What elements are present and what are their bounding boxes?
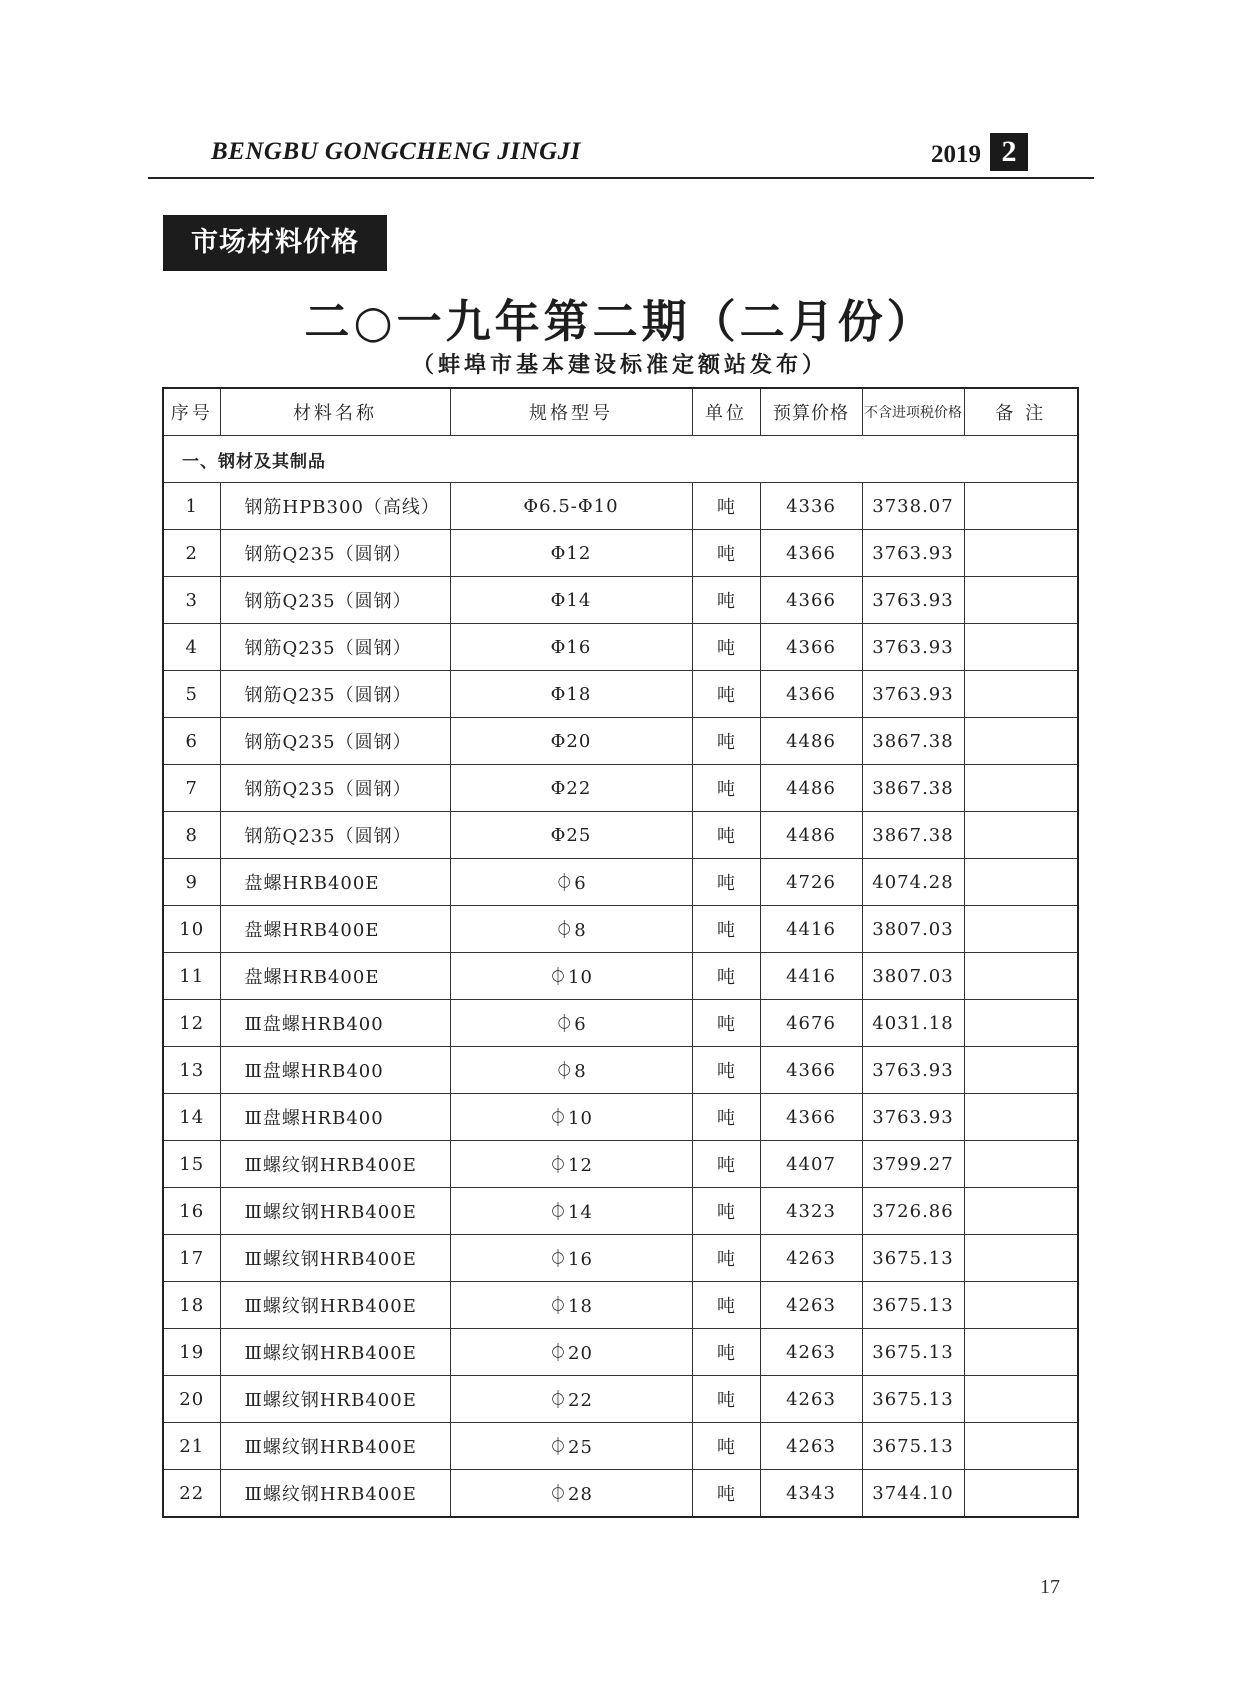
cell-remark bbox=[964, 1423, 1078, 1470]
cell-spec: Φ18 bbox=[450, 671, 692, 718]
section-label: 一、钢材及其制品 bbox=[163, 436, 1078, 483]
cell-spec: ⏀16 bbox=[450, 1235, 692, 1282]
cell-budget-price: 4416 bbox=[760, 906, 862, 953]
cell-material-name: 钢筋Q235（圆钢） bbox=[220, 577, 450, 624]
cell-remark bbox=[964, 859, 1078, 906]
cell-seq: 12 bbox=[163, 1000, 220, 1047]
cell-budget-price: 4676 bbox=[760, 1000, 862, 1047]
cell-spec: ⏀18 bbox=[450, 1282, 692, 1329]
cell-unit: 吨 bbox=[692, 483, 760, 530]
table-row bbox=[163, 530, 1078, 577]
cell-material-name: Ⅲ螺纹钢HRB400E bbox=[220, 1423, 450, 1470]
cell-pretax-price: 4074.28 bbox=[862, 859, 964, 906]
cell-pretax-price: 3763.93 bbox=[862, 1094, 964, 1141]
page-number: 17 bbox=[1040, 1576, 1060, 1598]
cell-budget-price: 4366 bbox=[760, 577, 862, 624]
cell-spec: ⏀10 bbox=[450, 953, 692, 1000]
cell-spec: Φ12 bbox=[450, 530, 692, 577]
table-row bbox=[163, 577, 1078, 624]
cell-budget-price: 4323 bbox=[760, 1188, 862, 1235]
cell-seq: 16 bbox=[163, 1188, 220, 1235]
table-row bbox=[163, 1376, 1078, 1423]
cell-remark bbox=[964, 671, 1078, 718]
cell-seq: 10 bbox=[163, 906, 220, 953]
cell-unit: 吨 bbox=[692, 530, 760, 577]
cell-seq: 13 bbox=[163, 1047, 220, 1094]
cell-pretax-price: 3807.03 bbox=[862, 953, 964, 1000]
cell-pretax-price: 3675.13 bbox=[862, 1329, 964, 1376]
cell-remark bbox=[964, 1470, 1078, 1518]
cell-spec: ⏀8 bbox=[450, 1047, 692, 1094]
cell-budget-price: 4366 bbox=[760, 1047, 862, 1094]
cell-pretax-price: 3867.38 bbox=[862, 812, 964, 859]
cell-spec: ⏀28 bbox=[450, 1470, 692, 1518]
issue-year: 2019 bbox=[931, 141, 981, 168]
cell-remark bbox=[964, 1047, 1078, 1094]
cell-spec: ⏀25 bbox=[450, 1423, 692, 1470]
cell-material-name: Ⅲ盘螺HRB400 bbox=[220, 1047, 450, 1094]
cell-seq: 11 bbox=[163, 953, 220, 1000]
cell-unit: 吨 bbox=[692, 577, 760, 624]
cell-material-name: Ⅲ螺纹钢HRB400E bbox=[220, 1141, 450, 1188]
cell-seq: 17 bbox=[163, 1235, 220, 1282]
cell-material-name: Ⅲ螺纹钢HRB400E bbox=[220, 1376, 450, 1423]
cell-unit: 吨 bbox=[692, 812, 760, 859]
cell-unit: 吨 bbox=[692, 718, 760, 765]
cell-unit: 吨 bbox=[692, 765, 760, 812]
cell-budget-price: 4263 bbox=[760, 1329, 862, 1376]
table-row bbox=[163, 1000, 1078, 1047]
cell-spec: ⏀20 bbox=[450, 1329, 692, 1376]
cell-unit: 吨 bbox=[692, 1141, 760, 1188]
cell-seq: 14 bbox=[163, 1094, 220, 1141]
table-row bbox=[163, 1094, 1078, 1141]
table-row bbox=[163, 1235, 1078, 1282]
cell-remark bbox=[964, 1235, 1078, 1282]
cell-remark bbox=[964, 718, 1078, 765]
cell-budget-price: 4336 bbox=[760, 483, 862, 530]
header-divider bbox=[148, 177, 1094, 179]
header-spec: 规格型号 bbox=[450, 388, 692, 436]
cell-spec: Φ25 bbox=[450, 812, 692, 859]
cell-budget-price: 4407 bbox=[760, 1141, 862, 1188]
cell-remark bbox=[964, 906, 1078, 953]
cell-material-name: Ⅲ螺纹钢HRB400E bbox=[220, 1235, 450, 1282]
cell-seq: 15 bbox=[163, 1141, 220, 1188]
cell-seq: 1 bbox=[163, 483, 220, 530]
header-pretax-price: 不含进项税价格 bbox=[862, 388, 964, 436]
cell-unit: 吨 bbox=[692, 953, 760, 1000]
table-row bbox=[163, 765, 1078, 812]
cell-spec: Φ22 bbox=[450, 765, 692, 812]
cell-budget-price: 4366 bbox=[760, 1094, 862, 1141]
issue-number-badge: 2 bbox=[990, 133, 1028, 171]
cell-pretax-price: 3675.13 bbox=[862, 1235, 964, 1282]
cell-budget-price: 4263 bbox=[760, 1376, 862, 1423]
table-row bbox=[163, 1423, 1078, 1470]
cell-pretax-price: 3675.13 bbox=[862, 1376, 964, 1423]
section-row bbox=[163, 436, 1078, 483]
cell-budget-price: 4366 bbox=[760, 671, 862, 718]
cell-remark bbox=[964, 1094, 1078, 1141]
cell-pretax-price: 3675.13 bbox=[862, 1423, 964, 1470]
cell-material-name: 钢筋Q235（圆钢） bbox=[220, 718, 450, 765]
table-row bbox=[163, 1470, 1078, 1518]
table-row bbox=[163, 1047, 1078, 1094]
cell-budget-price: 4343 bbox=[760, 1470, 862, 1518]
table-row bbox=[163, 1141, 1078, 1188]
cell-spec: ⏀8 bbox=[450, 906, 692, 953]
cell-material-name: Ⅲ螺纹钢HRB400E bbox=[220, 1329, 450, 1376]
cell-remark bbox=[964, 530, 1078, 577]
cell-unit: 吨 bbox=[692, 906, 760, 953]
cell-budget-price: 4726 bbox=[760, 859, 862, 906]
table-row bbox=[163, 812, 1078, 859]
cell-material-name: 盘螺HRB400E bbox=[220, 859, 450, 906]
cell-seq: 7 bbox=[163, 765, 220, 812]
table-row bbox=[163, 671, 1078, 718]
cell-spec: ⏀14 bbox=[450, 1188, 692, 1235]
cell-remark bbox=[964, 812, 1078, 859]
cell-remark bbox=[964, 765, 1078, 812]
cell-unit: 吨 bbox=[692, 624, 760, 671]
journal-title: BENGBU GONGCHENG JINGJI bbox=[211, 138, 581, 165]
cell-seq: 18 bbox=[163, 1282, 220, 1329]
cell-spec: ⏀6 bbox=[450, 859, 692, 906]
cell-unit: 吨 bbox=[692, 1094, 760, 1141]
cell-material-name: 钢筋Q235（圆钢） bbox=[220, 812, 450, 859]
table-row bbox=[163, 1329, 1078, 1376]
header-material-name: 材料名称 bbox=[220, 388, 450, 436]
cell-seq: 5 bbox=[163, 671, 220, 718]
cell-budget-price: 4263 bbox=[760, 1423, 862, 1470]
cell-unit: 吨 bbox=[692, 859, 760, 906]
cell-pretax-price: 3763.93 bbox=[862, 624, 964, 671]
table-row bbox=[163, 1282, 1078, 1329]
cell-remark bbox=[964, 1329, 1078, 1376]
cell-budget-price: 4486 bbox=[760, 718, 862, 765]
cell-seq: 8 bbox=[163, 812, 220, 859]
cell-seq: 3 bbox=[163, 577, 220, 624]
table-row bbox=[163, 624, 1078, 671]
cell-unit: 吨 bbox=[692, 671, 760, 718]
cell-remark bbox=[964, 577, 1078, 624]
cell-spec: ⏀22 bbox=[450, 1376, 692, 1423]
cell-remark bbox=[964, 483, 1078, 530]
cell-pretax-price: 3675.13 bbox=[862, 1282, 964, 1329]
cell-spec: Φ6.5-Φ10 bbox=[450, 483, 692, 530]
cell-pretax-price: 3867.38 bbox=[862, 765, 964, 812]
page-title: 二○一九年第二期（二月份） bbox=[304, 295, 936, 348]
cell-remark bbox=[964, 953, 1078, 1000]
cell-pretax-price: 3726.86 bbox=[862, 1188, 964, 1235]
cell-remark bbox=[964, 1188, 1078, 1235]
cell-budget-price: 4486 bbox=[760, 812, 862, 859]
table-row bbox=[163, 859, 1078, 906]
cell-budget-price: 4486 bbox=[760, 765, 862, 812]
cell-remark bbox=[964, 1376, 1078, 1423]
cell-material-name: Ⅲ螺纹钢HRB400E bbox=[220, 1282, 450, 1329]
price-table bbox=[162, 387, 1079, 1518]
cell-spec: ⏀10 bbox=[450, 1094, 692, 1141]
cell-unit: 吨 bbox=[692, 1376, 760, 1423]
cell-material-name: Ⅲ螺纹钢HRB400E bbox=[220, 1188, 450, 1235]
cell-spec: ⏀12 bbox=[450, 1141, 692, 1188]
cell-budget-price: 4263 bbox=[760, 1282, 862, 1329]
cell-material-name: 盘螺HRB400E bbox=[220, 953, 450, 1000]
table-row bbox=[163, 1188, 1078, 1235]
cell-material-name: 钢筋Q235（圆钢） bbox=[220, 765, 450, 812]
cell-material-name: 盘螺HRB400E bbox=[220, 906, 450, 953]
cell-unit: 吨 bbox=[692, 1329, 760, 1376]
cell-seq: 19 bbox=[163, 1329, 220, 1376]
cell-remark bbox=[964, 1000, 1078, 1047]
header-budget-price: 预算价格 bbox=[760, 388, 862, 436]
cell-unit: 吨 bbox=[692, 1282, 760, 1329]
cell-seq: 2 bbox=[163, 530, 220, 577]
cell-unit: 吨 bbox=[692, 1047, 760, 1094]
header-unit: 单位 bbox=[692, 388, 760, 436]
cell-pretax-price: 3763.93 bbox=[862, 671, 964, 718]
cell-seq: 21 bbox=[163, 1423, 220, 1470]
cell-seq: 22 bbox=[163, 1470, 220, 1518]
table-row bbox=[163, 906, 1078, 953]
section-tag: 市场材料价格 bbox=[163, 215, 387, 271]
page-subtitle: （蚌埠市基本建设标准定额站发布） bbox=[411, 353, 828, 378]
cell-remark bbox=[964, 624, 1078, 671]
cell-material-name: 钢筋Q235（圆钢） bbox=[220, 530, 450, 577]
table-header-row bbox=[163, 388, 1078, 436]
cell-pretax-price: 3807.03 bbox=[862, 906, 964, 953]
cell-material-name: 钢筋Q235（圆钢） bbox=[220, 624, 450, 671]
cell-budget-price: 4416 bbox=[760, 953, 862, 1000]
header-seq: 序号 bbox=[163, 388, 220, 436]
cell-seq: 4 bbox=[163, 624, 220, 671]
cell-seq: 20 bbox=[163, 1376, 220, 1423]
cell-pretax-price: 4031.18 bbox=[862, 1000, 964, 1047]
cell-pretax-price: 3763.93 bbox=[862, 577, 964, 624]
cell-material-name: Ⅲ螺纹钢HRB400E bbox=[220, 1470, 450, 1518]
cell-material-name: Ⅲ盘螺HRB400 bbox=[220, 1094, 450, 1141]
cell-unit: 吨 bbox=[692, 1235, 760, 1282]
cell-material-name: Ⅲ盘螺HRB400 bbox=[220, 1000, 450, 1047]
cell-unit: 吨 bbox=[692, 1470, 760, 1518]
cell-unit: 吨 bbox=[692, 1188, 760, 1235]
cell-unit: 吨 bbox=[692, 1423, 760, 1470]
cell-spec: Φ14 bbox=[450, 577, 692, 624]
cell-pretax-price: 3799.27 bbox=[862, 1141, 964, 1188]
cell-pretax-price: 3744.10 bbox=[862, 1470, 964, 1518]
cell-material-name: 钢筋Q235（圆钢） bbox=[220, 671, 450, 718]
cell-budget-price: 4366 bbox=[760, 530, 862, 577]
cell-pretax-price: 3867.38 bbox=[862, 718, 964, 765]
cell-spec: ⏀6 bbox=[450, 1000, 692, 1047]
cell-unit: 吨 bbox=[692, 1000, 760, 1047]
cell-seq: 6 bbox=[163, 718, 220, 765]
cell-seq: 9 bbox=[163, 859, 220, 906]
table-row bbox=[163, 953, 1078, 1000]
cell-pretax-price: 3738.07 bbox=[862, 483, 964, 530]
cell-material-name: 钢筋HPB300（高线） bbox=[220, 483, 450, 530]
cell-remark bbox=[964, 1141, 1078, 1188]
cell-remark bbox=[964, 1282, 1078, 1329]
cell-budget-price: 4366 bbox=[760, 624, 862, 671]
table-row bbox=[163, 483, 1078, 530]
cell-spec: Φ20 bbox=[450, 718, 692, 765]
cell-pretax-price: 3763.93 bbox=[862, 530, 964, 577]
cell-spec: Φ16 bbox=[450, 624, 692, 671]
header-remark: 备 注 bbox=[964, 388, 1078, 436]
cell-budget-price: 4263 bbox=[760, 1235, 862, 1282]
cell-pretax-price: 3763.93 bbox=[862, 1047, 964, 1094]
table-row bbox=[163, 718, 1078, 765]
